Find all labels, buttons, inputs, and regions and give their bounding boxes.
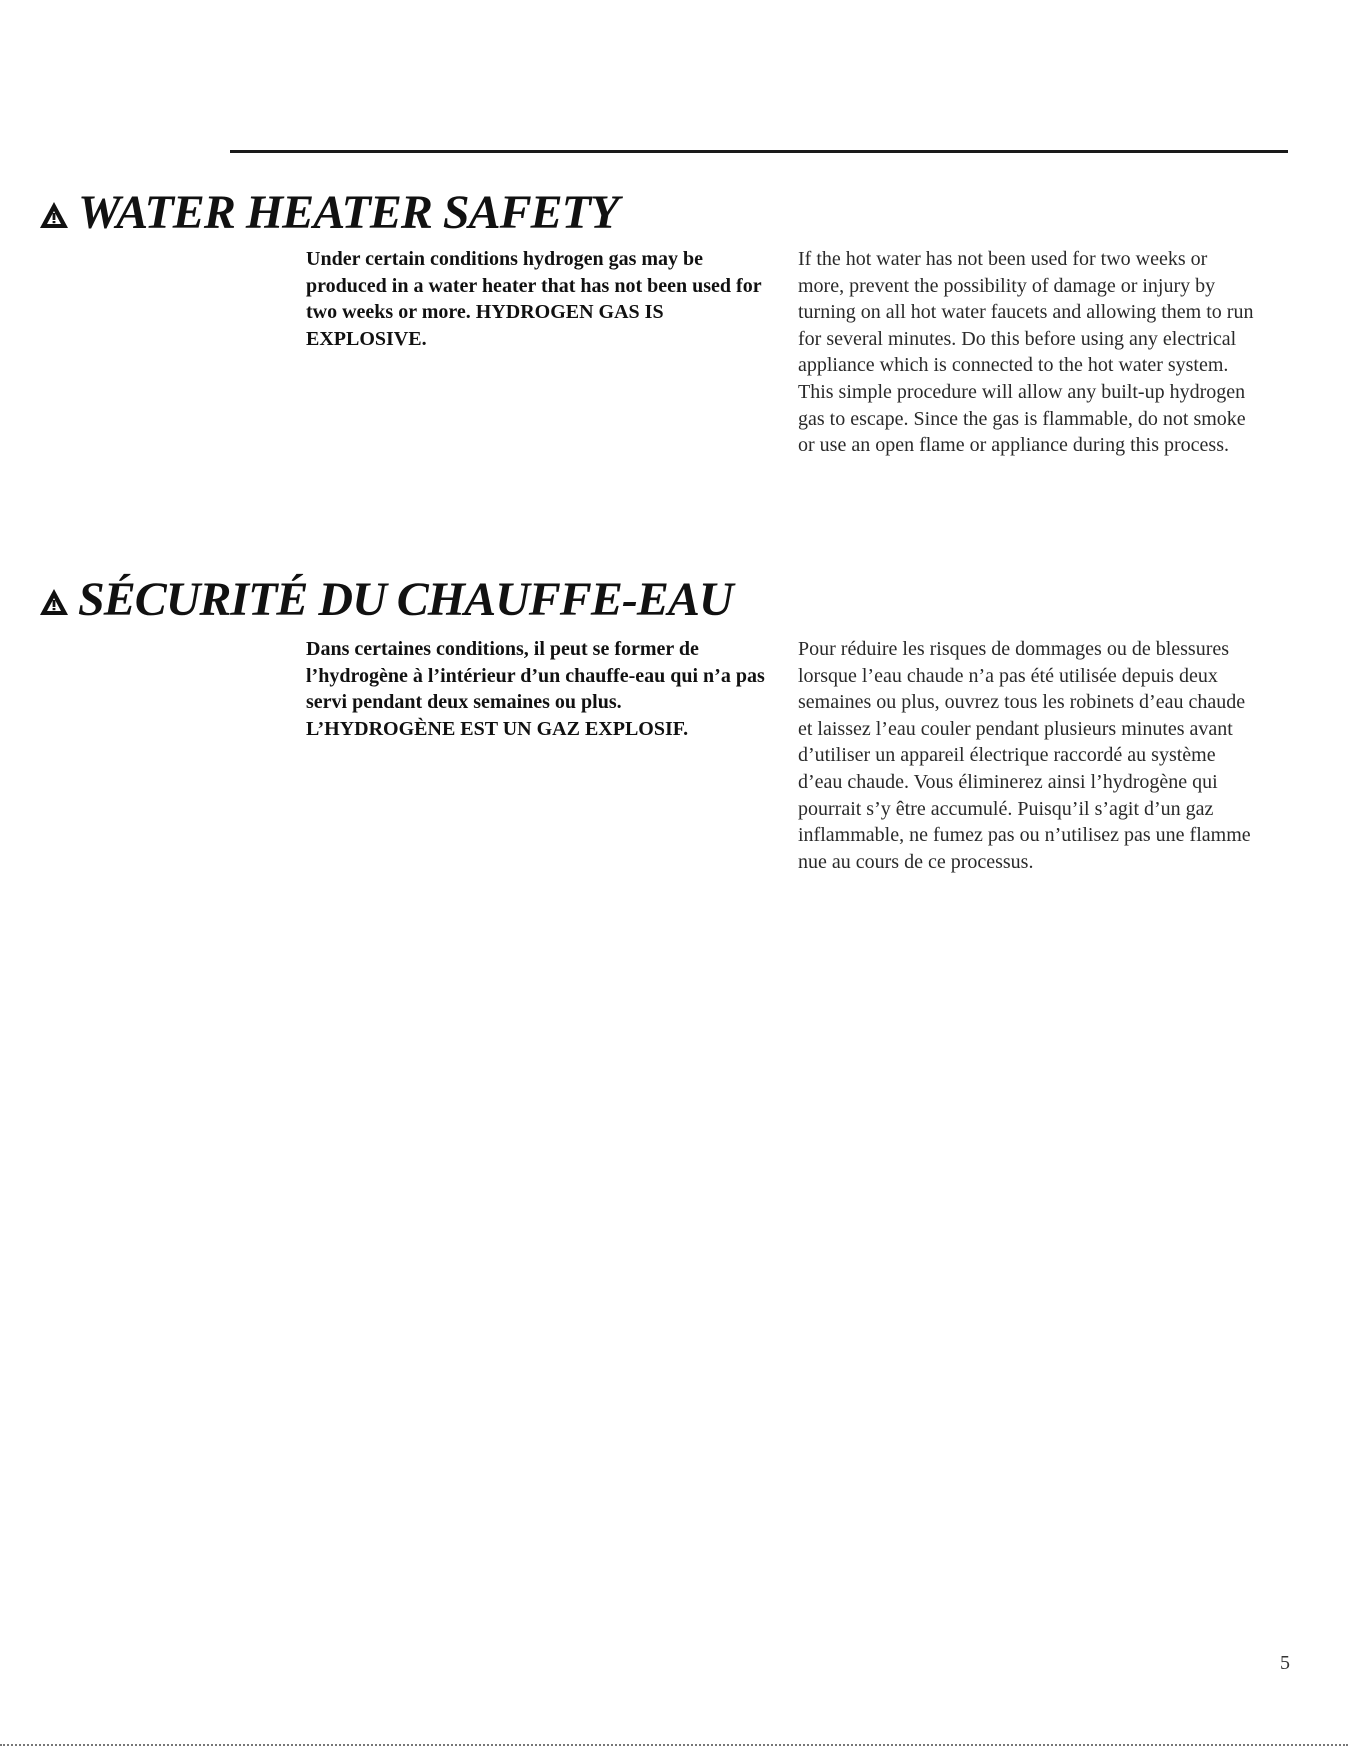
instructions-english: If the hot water has not been used for two weeks or more, prevent the possibility of damage or injury by turning on all hot water faucets and allowing them to run for several minutes. Do this before using any electrical appliance which is connected to the hot water system. This simple procedure will allow any built-up hydrogen gas to escape. Since the gas is flammable, do not smoke or use an open flame or appliance during this process.: [798, 248, 1254, 457]
top-rule: [230, 150, 1288, 153]
section-heading-french: [38, 572, 733, 627]
warning-triangle-icon: [38, 587, 70, 617]
warning-summary-english: Under certain conditions hydrogen gas may be produced in a water heater that has not been used for two weeks or more. HYDROGEN GAS IS EXPLOSIVE.: [306, 248, 762, 350]
page-number: 5: [1280, 1652, 1290, 1674]
bottom-scan-edge: [0, 1744, 1348, 1746]
section-title: SÉCURITÉ DU CHAUFFE-EAU: [78, 573, 733, 626]
instructions-french: Pour réduire les risques de dommages ou de blessures lorsque l’eau chaude n’a pas été utilisée depuis deux semaines ou plus, ouvrez tous les robinets d’eau chaude et laissez l’eau couler pendant plusieurs minutes avant d’utiliser un appareil électrique raccordé au système d’eau chaude. Vous éliminerez ainsi l’hydrogène qui pourrait s’y être accumulé. Puisqu’il s’agit d’un gaz inflammable, ne fumez pas ou n’utilisez pas une flamme nue au cours de ce processus.: [798, 638, 1251, 873]
section-title: WATER HEATER SAFETY: [78, 186, 619, 239]
warning-summary-french: Dans certaines conditions, il peut se former de l’hydrogène à l’intérieur d’un chauffe-eau qui n’a pas servi pendant deux semaines ou plus. L’HYDROGÈNE EST UN GAZ EXPLOSIF.: [306, 638, 765, 740]
section-heading-english: [38, 185, 618, 240]
warning-triangle-icon: [38, 200, 70, 230]
